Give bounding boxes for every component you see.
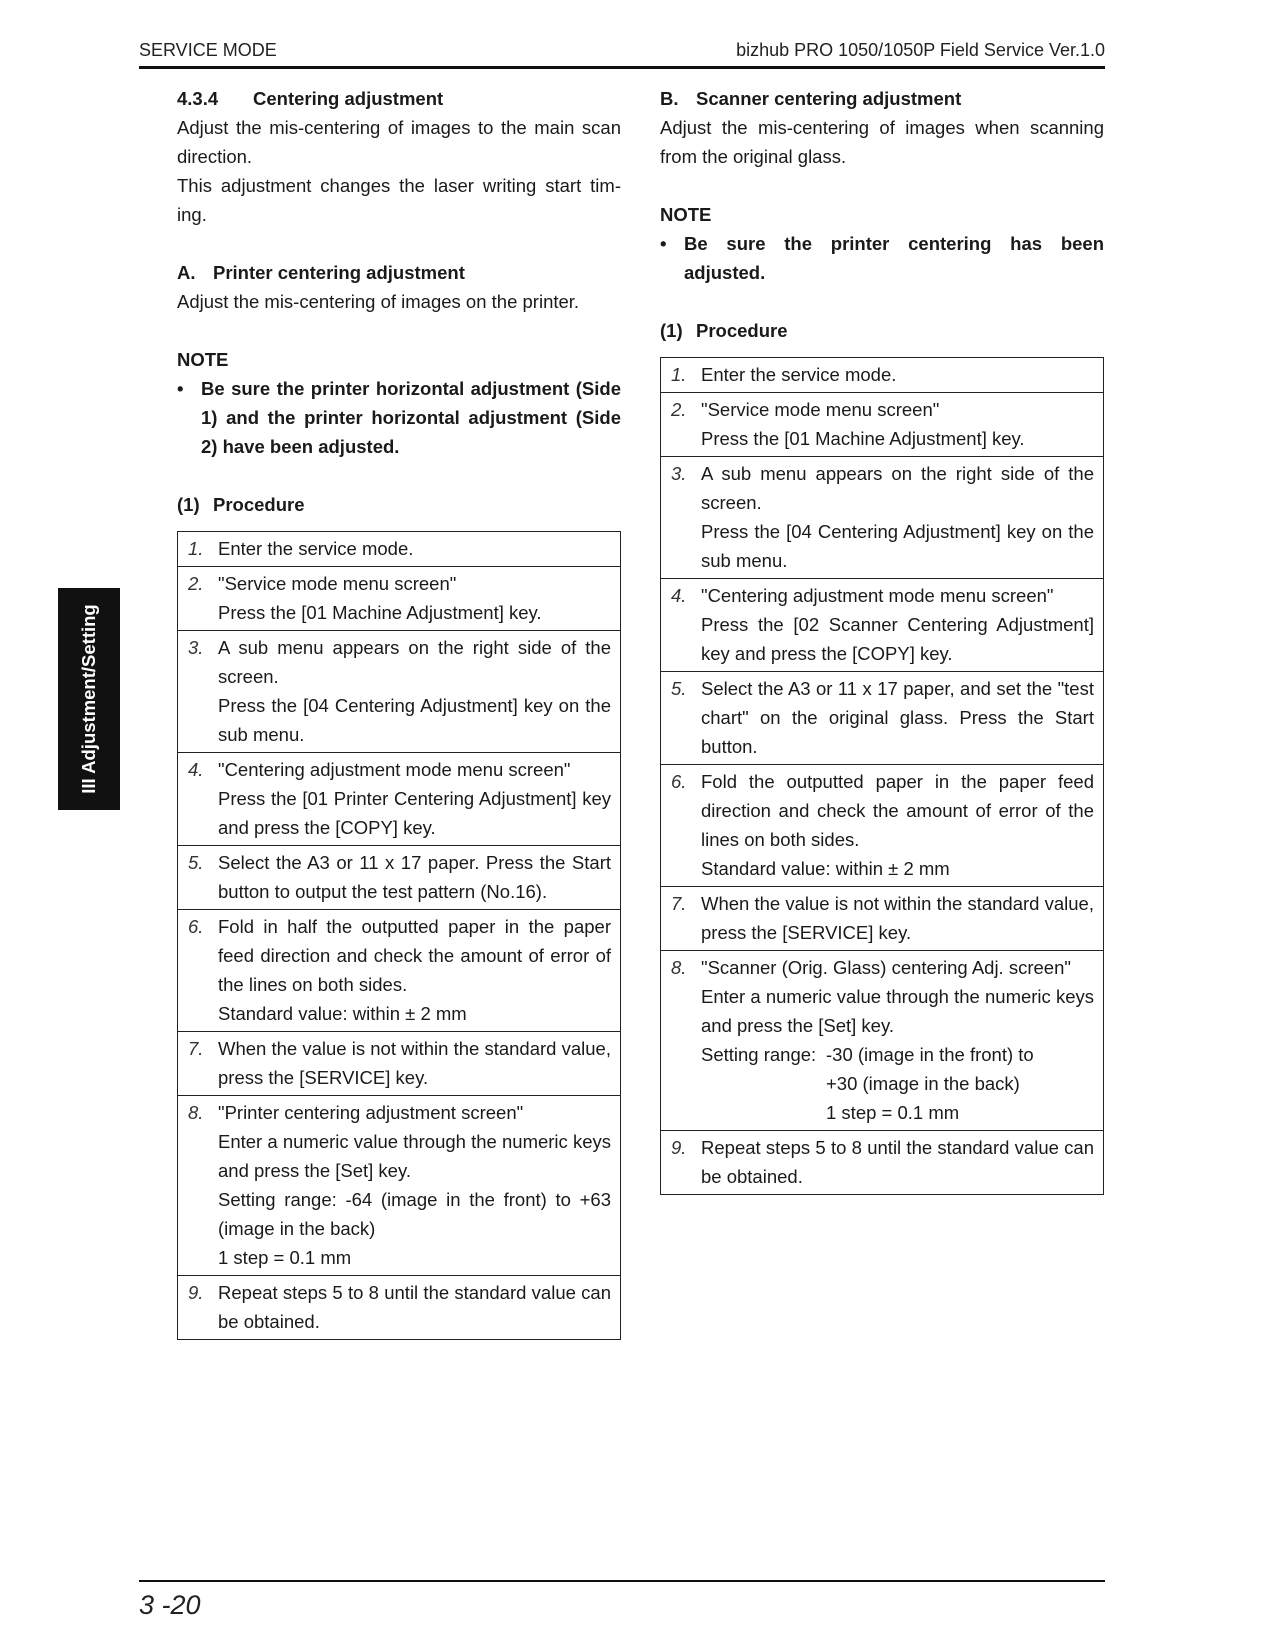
subsection-text: Adjust the mis-centering of images when scanning from the original glass. <box>660 117 1104 167</box>
scanner-centering-heading <box>660 84 1104 113</box>
step-line: A sub menu appears on the right side of the screen. <box>701 463 1094 513</box>
step-text <box>218 532 621 567</box>
step-text <box>218 753 621 846</box>
step-line: Select the A3 or 11 x 17 paper, and set the "test chart" on the original glass. Press the Start button. <box>701 678 1094 757</box>
procedure-title: Procedure <box>213 494 305 515</box>
procedure-step-row <box>178 846 621 910</box>
step-line: Fold the outputted paper in the paper feed direction and check the amount of error of the lines on both sides. <box>701 771 1094 850</box>
procedure-step-row <box>661 1131 1104 1195</box>
procedure-step-row <box>178 1032 621 1096</box>
step-text <box>218 910 621 1032</box>
step-number: 9. <box>178 1276 219 1340</box>
header-section-label: SERVICE MODE <box>139 40 277 60</box>
page-number: 3 -20 <box>139 1590 201 1620</box>
procedure-step-row <box>661 579 1104 672</box>
step-line: Press the [04 Centering Adjustment] key on the sub menu. <box>218 695 611 745</box>
procedure-step-row <box>661 765 1104 887</box>
step-number: 3. <box>178 631 219 753</box>
right-column <box>660 84 1104 1195</box>
section-intro-2: This adjustment changes the laser writing start tim-ing. <box>177 175 621 225</box>
step-text <box>701 887 1104 951</box>
step-text <box>218 1032 621 1096</box>
step-line: Enter the service mode. <box>701 364 897 385</box>
step-line: Fold in half the outputted paper in the paper feed direction and check the amount of error of the lines on both sides. <box>218 916 611 995</box>
step-text <box>701 951 1104 1131</box>
step-line: "Centering adjustment mode menu screen" <box>218 759 571 780</box>
bullet-icon: • <box>660 233 667 254</box>
step-line: Press the [02 Scanner Centering Adjustment] key and press the [COPY] key. <box>701 614 1094 664</box>
procedure-heading <box>660 316 1104 345</box>
step-line: "Centering adjustment mode menu screen" <box>701 585 1054 606</box>
note-item <box>660 229 1104 287</box>
step-text <box>701 579 1104 672</box>
step-number: 2. <box>661 393 702 457</box>
step-text <box>701 1131 1104 1195</box>
step-line: "Printer centering adjustment screen" <box>218 1102 524 1123</box>
setting-range-line: +30 (image in the back) <box>826 1073 1020 1094</box>
step-line: Repeat steps 5 to 8 until the standard value can be obtained. <box>701 1137 1094 1187</box>
step-number: 8. <box>178 1096 219 1276</box>
section-intro-1: Adjust the mis-centering of images to the main scan direction. <box>177 117 621 167</box>
section-title: Centering adjustment <box>253 88 444 109</box>
procedure-number: (1) <box>177 494 200 515</box>
section-heading <box>177 84 621 113</box>
procedure-title: Procedure <box>696 320 788 341</box>
step-line: Standard value: within ± 2 mm <box>218 1003 467 1024</box>
chapter-side-tab <box>58 588 120 810</box>
step-text <box>218 846 621 910</box>
chapter-side-tab-label: III Adjustment/Setting <box>78 604 99 794</box>
procedure-steps-table <box>177 531 621 1340</box>
step-line: Standard value: within ± 2 mm <box>701 858 950 879</box>
procedure-heading <box>177 490 621 519</box>
step-line: Press the [01 Machine Adjustment] key. <box>218 602 542 623</box>
step-number: 3. <box>661 457 702 579</box>
step-line: "Service mode menu screen" <box>218 573 457 594</box>
step-number: 1. <box>661 358 702 393</box>
note-item <box>177 374 621 461</box>
step-line: Setting range: -64 (image in the front) to +63 (image in the back) <box>218 1189 611 1239</box>
subsection-title: Printer centering adjustment <box>213 262 465 283</box>
procedure-step-row <box>661 887 1104 951</box>
step-number: 4. <box>661 579 702 672</box>
step-number: 8. <box>661 951 702 1131</box>
note-text: Be sure the printer centering has been adjusted. <box>684 233 1104 283</box>
step-line: Press the [04 Centering Adjustment] key on the sub menu. <box>701 521 1094 571</box>
step-number: 7. <box>661 887 702 951</box>
note-title: NOTE <box>660 204 712 225</box>
step-line: "Scanner (Orig. Glass) centering Adj. screen" <box>701 957 1071 978</box>
procedure-step-row <box>178 910 621 1032</box>
procedure-step-row <box>178 1096 621 1276</box>
step-text <box>218 631 621 753</box>
setting-range-line: -30 (image in the front) to <box>826 1044 1034 1065</box>
header-document-title: bizhub PRO 1050/1050P Field Service Ver.1.0 <box>736 40 1105 60</box>
step-line: When the value is not within the standard value, press the [SERVICE] key. <box>701 893 1094 943</box>
note-text: Be sure the printer horizontal adjustment (Side 1) and the printer horizontal adjustment (Side 2) have been adjusted. <box>201 378 621 457</box>
step-line: When the value is not within the standard value, press the [SERVICE] key. <box>218 1038 611 1088</box>
procedure-number: (1) <box>660 320 683 341</box>
printer-centering-heading <box>177 258 621 287</box>
step-number: 9. <box>661 1131 702 1195</box>
procedure-step-row <box>178 753 621 846</box>
step-number: 7. <box>178 1032 219 1096</box>
step-line: Press the [01 Machine Adjustment] key. <box>701 428 1025 449</box>
subsection-text: Adjust the mis-centering of images on the printer. <box>177 291 580 312</box>
note-title: NOTE <box>177 349 229 370</box>
step-number: 6. <box>661 765 702 887</box>
step-text <box>701 393 1104 457</box>
step-number: 4. <box>178 753 219 846</box>
step-text <box>701 457 1104 579</box>
step-number: 5. <box>661 672 702 765</box>
procedure-step-row <box>661 457 1104 579</box>
procedure-step-row <box>178 567 621 631</box>
step-number: 2. <box>178 567 219 631</box>
procedure-step-row <box>661 672 1104 765</box>
subsection-letter: A. <box>177 262 196 283</box>
step-text <box>701 358 1104 393</box>
step-line: Repeat steps 5 to 8 until the standard value can be obtained. <box>218 1282 611 1332</box>
bullet-icon: • <box>177 378 184 399</box>
setting-range <box>701 1040 1094 1127</box>
setting-range-line: 1 step = 0.1 mm <box>826 1102 960 1123</box>
section-number: 4.3.4 <box>177 88 219 109</box>
step-number: 6. <box>178 910 219 1032</box>
step-line: Enter a numeric value through the numeric keys and press the [Set] key. <box>701 986 1094 1036</box>
page-header <box>139 38 1105 69</box>
step-line: Select the A3 or 11 x 17 paper. Press the Start button to output the test pattern (No.16). <box>218 852 611 902</box>
procedure-step-row <box>178 532 621 567</box>
step-line: A sub menu appears on the right side of the screen. <box>218 637 611 687</box>
procedure-steps-table <box>660 357 1104 1195</box>
step-number: 1. <box>178 532 219 567</box>
step-text <box>701 672 1104 765</box>
subsection-letter: B. <box>660 88 679 109</box>
procedure-step-row <box>661 393 1104 457</box>
procedure-step-row <box>178 631 621 753</box>
step-text <box>218 1096 621 1276</box>
subsection-title: Scanner centering adjustment <box>696 88 962 109</box>
left-column <box>177 84 621 1340</box>
step-text <box>701 765 1104 887</box>
step-line: Enter the service mode. <box>218 538 414 559</box>
step-text <box>218 567 621 631</box>
setting-range-values <box>826 1040 1034 1127</box>
procedure-step-row <box>661 358 1104 393</box>
step-line: Enter a numeric value through the numeric keys and press the [Set] key. <box>218 1131 611 1181</box>
step-line: 1 step = 0.1 mm <box>218 1247 352 1268</box>
footer-rule <box>139 1580 1105 1582</box>
step-line: "Service mode menu screen" <box>701 399 940 420</box>
setting-range-label: Setting range: <box>701 1044 817 1065</box>
step-number: 5. <box>178 846 219 910</box>
step-text <box>218 1276 621 1340</box>
procedure-step-row <box>661 951 1104 1131</box>
procedure-step-row <box>178 1276 621 1340</box>
step-line: Press the [01 Printer Centering Adjustment] key and press the [COPY] key. <box>218 788 611 838</box>
